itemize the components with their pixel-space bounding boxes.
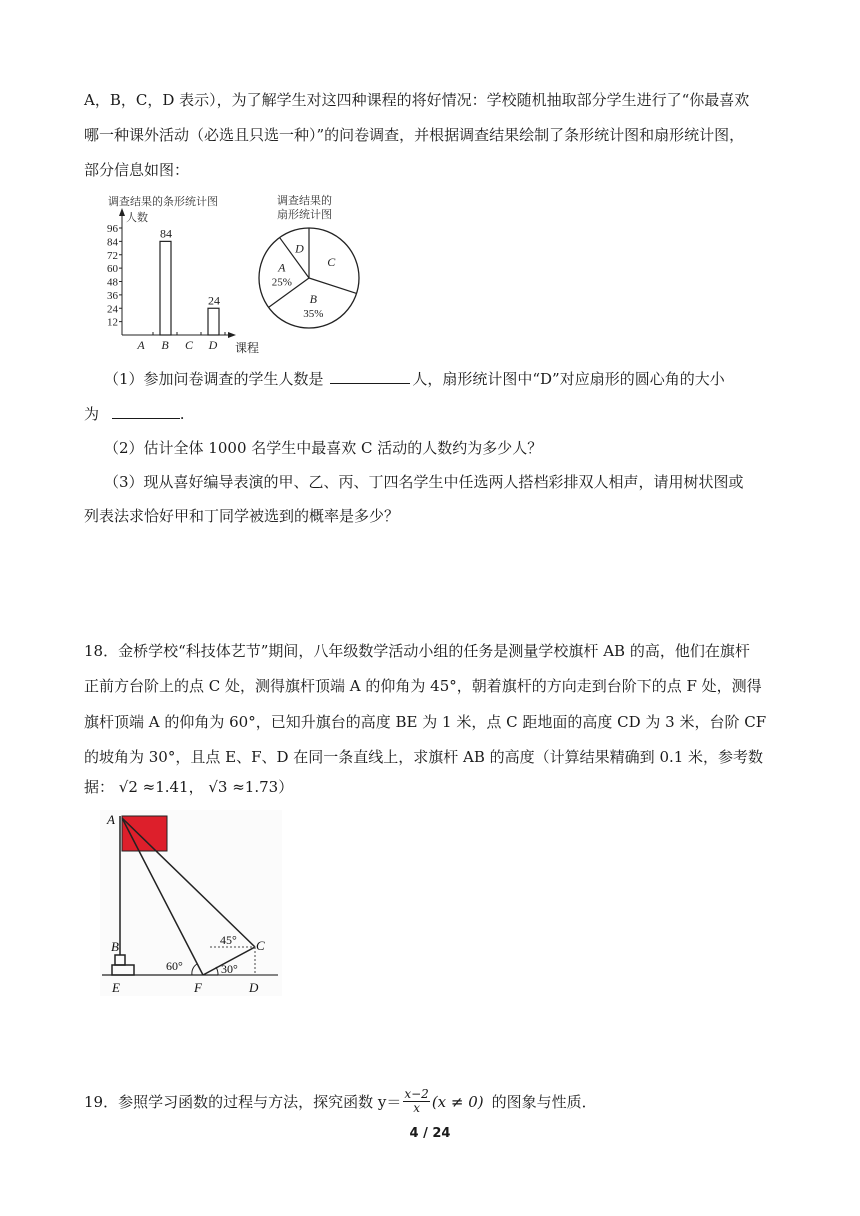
q17-part1: [104, 369, 725, 389]
angle-45-label: 45°: [220, 933, 237, 947]
bar-D: [208, 308, 219, 335]
q19-condition: (x ≠ 0): [431, 1092, 484, 1111]
pie-label-C: C: [327, 254, 336, 269]
answer-blank-2[interactable]: [112, 404, 180, 419]
q17-part3-line1: （3）现从喜好编导表演的甲、乙、丙、丁四名学生中任选两人搭档彩排双人相声，请用树状图或: [104, 473, 744, 491]
bar-B: [160, 241, 171, 335]
pie-percent-A: 25%: [271, 276, 292, 289]
y-tick-label: 12: [107, 316, 118, 329]
y-tick-label: 96: [107, 223, 118, 235]
intro-line-3: 部分信息如图：: [84, 161, 190, 179]
q19-numerator: x−2: [404, 1087, 429, 1101]
angle-60-label: 60°: [166, 959, 183, 973]
q19-text-b: 的图象与性质．: [491, 1092, 597, 1111]
bar-value-label: 84: [160, 226, 172, 241]
q18-line-2: 正前方台阶上的点 C 处，测得旗杆顶端 A 的仰角为 45°，朝着旗杆的方向走到台阶下的点 F 处，测得: [84, 677, 762, 695]
q19-text-a: 19．参照学习函数的过程与方法，探究函数 y＝: [84, 1092, 402, 1111]
bar-chart-ylabel: 人数: [126, 211, 148, 224]
q17-p1-end: .: [179, 405, 185, 423]
q17-p1-text-b: 人，扇形统计图中“D”对应扇形的圆心角的大小: [412, 370, 725, 388]
q19-denominator: x: [413, 1101, 420, 1115]
pie-title-line2: 扇形统计图: [277, 208, 332, 221]
q18-line-3: 旗杆顶端 A 的仰角为 60°，已知升旗台的高度 BE 为 1 米，点 C 距地面的高度 CD 为 3 米，台阶 CF: [84, 713, 767, 731]
q17-part3-line2: 列表法求恰好甲和丁同学被选到的概率是多少？: [84, 507, 400, 525]
red-flag: [122, 816, 167, 851]
pie-label-A: A: [278, 260, 286, 275]
q19-line: [84, 1088, 597, 1115]
page-number: 4 / 24: [409, 1126, 451, 1141]
flagpole-figure: [100, 810, 282, 996]
pie-label-B: B: [309, 292, 317, 307]
label-E: E: [112, 980, 120, 995]
q17-p1-text-c: 为: [84, 405, 100, 423]
q17-part1-cont: [84, 404, 185, 424]
x-tick-label: D: [208, 338, 218, 352]
y-tick-label: 24: [107, 303, 118, 316]
y-tick-label: 36: [107, 289, 118, 302]
label-F: F: [194, 980, 202, 995]
pie-percent-B: 35%: [303, 308, 324, 321]
x-tick-label: C: [184, 338, 194, 352]
x-tick-label: B: [161, 338, 169, 352]
label-D: D: [249, 980, 259, 995]
bar-chart-xlabel: 课程: [235, 341, 260, 355]
y-tick-label: 84: [107, 236, 118, 249]
answer-blank-1[interactable]: [330, 369, 410, 384]
y-tick-label: 60: [107, 263, 118, 276]
y-tick-label: 48: [107, 276, 118, 289]
q18-line-5: 据： √2 ≈1.41， √3 ≈1.73）: [84, 778, 294, 796]
intro-line-1: A，B，C，D 表示），为了解学生对这四种课程的将好情况：学校随机抽取部分学生进行了“你最喜欢: [84, 91, 750, 109]
q18-line-1: 18．金桥学校“科技体艺节”期间，八年级数学活动小组的任务是测量学校旗杆 AB 的高，他们在旗杆: [84, 642, 750, 660]
bar-chart: [90, 190, 270, 360]
pie-label-D: D: [295, 241, 304, 256]
pie-title-line1: 调查结果的: [277, 194, 332, 207]
q18-line-4: 的坡角为 30°，且点 E、F、D 在同一条直线上，求旗杆 AB 的高度（计算结果精确到 0.1 米，参考数: [84, 748, 764, 766]
pie-chart: [252, 190, 372, 340]
bar-chart-title: 调查结果的条形统计图: [108, 195, 218, 208]
q17-p1-text-a: （1）参加问卷调查的学生人数是: [104, 370, 324, 388]
y-tick-label: 72: [107, 249, 118, 262]
label-C: C: [256, 938, 265, 953]
label-B: B: [111, 939, 119, 954]
q19-fraction: [403, 1088, 429, 1115]
intro-line-2: 哪一种课外活动（必选且只选一种）”的问卷调查，并根据调查结果绘制了条形统计图和扇形统计图，: [84, 126, 745, 144]
x-tick-label: A: [137, 338, 145, 352]
label-A: A: [107, 812, 115, 827]
q17-part2: （2）估计全体 1000 名学生中最喜欢 C 活动的人数约为多少人？: [104, 439, 543, 457]
bar-value-label: 24: [208, 293, 220, 308]
angle-30-label: 30°: [221, 962, 238, 976]
